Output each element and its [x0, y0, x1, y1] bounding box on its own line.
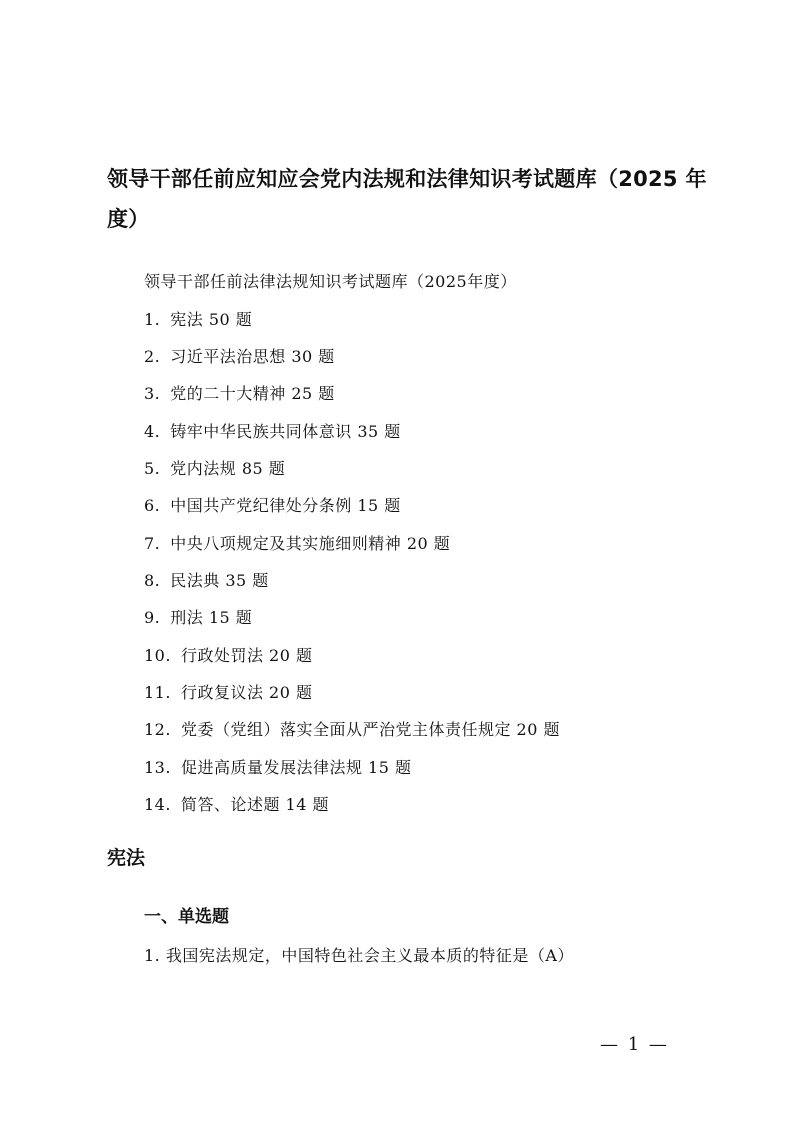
toc-item-text: 中央八项规定及其实施细则精神 20 题: [170, 534, 451, 553]
toc-item-text: 宪法 50 题: [170, 310, 253, 329]
document-subtitle: 领导干部任前法律法规知识考试题库（2025年度）: [144, 272, 517, 291]
toc-item-number: 14.: [144, 795, 171, 814]
toc-item-number: 6.: [144, 496, 161, 515]
toc-item-text: 行政复议法 20 题: [180, 683, 313, 702]
toc-item-text: 习近平法治思想 30 题: [170, 347, 335, 366]
toc-item: [144, 495, 401, 517]
toc-item: [144, 383, 335, 405]
toc-item-number: 13.: [144, 758, 171, 777]
toc-item-number: 7.: [144, 534, 161, 553]
toc-item-text: 党委（党组）落实全面从严治党主体责任规定 20 题: [180, 720, 560, 739]
toc-item-number: 4.: [144, 422, 161, 441]
toc-item: [144, 421, 401, 443]
toc-item-number: 8.: [144, 571, 161, 590]
toc-item-text: 党内法规 85 题: [170, 459, 286, 478]
toc-item-number: 1.: [144, 310, 161, 329]
toc-item-number: 12.: [144, 720, 171, 739]
toc-item: [144, 719, 560, 741]
toc-item-number: 2.: [144, 347, 161, 366]
toc-item-text: 铸牢中华民族共同体意识 35 题: [170, 422, 401, 441]
toc-item-text: 民法典 35 题: [170, 571, 269, 590]
section-heading: 宪法: [107, 847, 146, 869]
toc-item-text: 刑法 15 题: [170, 608, 253, 627]
toc-item: [144, 458, 285, 480]
toc-item-text: 行政处罚法 20 题: [180, 646, 313, 665]
toc-item-number: 9.: [144, 608, 161, 627]
toc-item: [144, 645, 313, 667]
toc-item: [144, 607, 252, 629]
toc-item-text: 促进高质量发展法律法规 15 题: [180, 758, 412, 777]
page-number: — 1 —: [600, 1034, 669, 1055]
toc-item: [144, 682, 313, 704]
question-text: 1. 我国宪法规定，中国特色社会主义最本质的特征是（A）: [144, 946, 574, 965]
toc-item-text: 党的二十大精神 25 题: [170, 384, 335, 403]
toc-item-text: 简答、论述题 14 题: [180, 795, 329, 814]
toc-item-number: 11.: [144, 683, 171, 702]
document-title-line-2: 度）: [107, 207, 150, 231]
sub-heading: 一、单选题: [144, 907, 229, 927]
toc-item-number: 5.: [144, 459, 161, 478]
toc-item: [144, 794, 329, 816]
toc-item-number: 10.: [144, 646, 171, 665]
toc-item: [144, 570, 269, 592]
toc-item: [144, 346, 335, 368]
document-title-line-1: 领导干部任前应知应会党内法规和法律知识考试题库（2025 年: [107, 167, 707, 191]
toc-item: [144, 757, 412, 779]
toc-item: [144, 533, 450, 555]
toc-item-number: 3.: [144, 384, 161, 403]
toc-item-text: 中国共产党纪律处分条例 15 题: [170, 496, 401, 515]
toc-item: [144, 309, 252, 331]
